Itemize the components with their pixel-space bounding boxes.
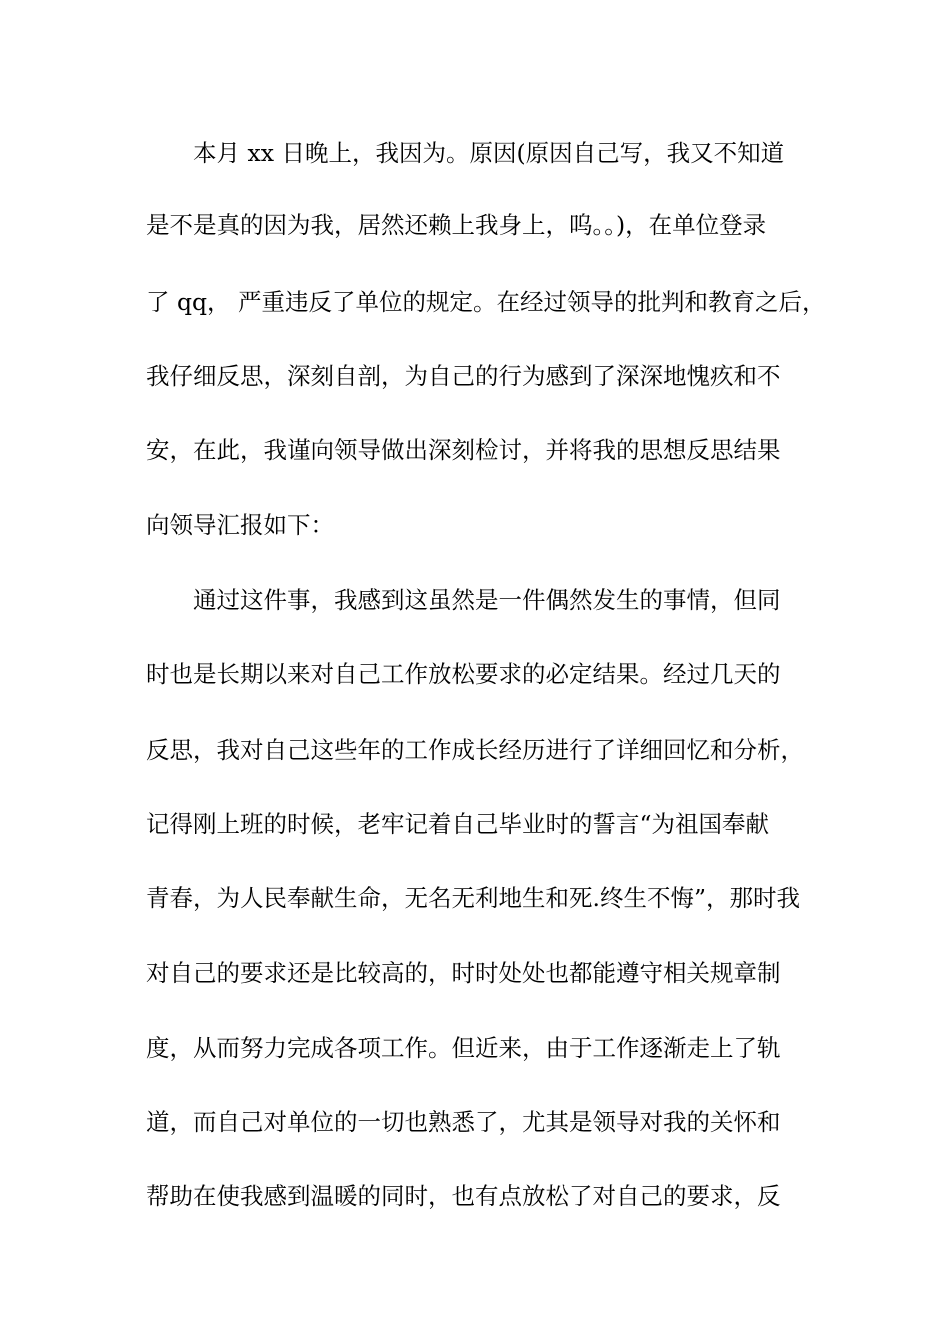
text-line: 了 qq， 严重违反了单位的规定。在经过领导的批判和教育之后， <box>146 288 826 316</box>
text-line: 度，从而努力完成各项工作。但近来，由于工作逐渐走上了轨 <box>146 1034 781 1062</box>
text-line: 帮助在使我感到温暖的同时，也有点放松了对自己的要求，反 <box>146 1182 781 1210</box>
text-line: 安，在此，我谨向领导做出深刻检讨，并将我的思想反思结果 <box>146 436 781 464</box>
text-line: 记得刚上班的时候，老牢记着自己毕业时的誓言“为祖国奉献 <box>146 810 770 838</box>
text-line: 本月 xx 日晚上，我因为。原因(原因自己写，我又不知道 <box>193 139 785 167</box>
text-line: 道，而自己对单位的一切也熟悉了，尤其是领导对我的关怀和 <box>146 1108 781 1136</box>
text-line: 对自己的要求还是比较高的，时时处处也都能遵守相关规章制 <box>146 959 781 987</box>
text-line: 反思，我对自己这些年的工作成长经历进行了详细回忆和分析， <box>146 736 804 764</box>
text-line: 我仔细反思，深刻自剖，为自己的行为感到了深深地愧疚和不 <box>146 362 781 390</box>
text-line: 青春，为人民奉献生命，无名无利地生和死.终生不悔”，那时我 <box>146 884 800 912</box>
text-line: 通过这件事，我感到这虽然是一件偶然发生的事情，但同 <box>193 586 781 614</box>
text-line: 向领导汇报如下： <box>146 511 334 539</box>
text-line: 是不是真的因为我，居然还赖上我身上，呜。。)，在单位登录 <box>146 211 767 239</box>
text-line: 时也是长期以来对自己工作放松要求的必定结果。经过几天的 <box>146 660 781 688</box>
